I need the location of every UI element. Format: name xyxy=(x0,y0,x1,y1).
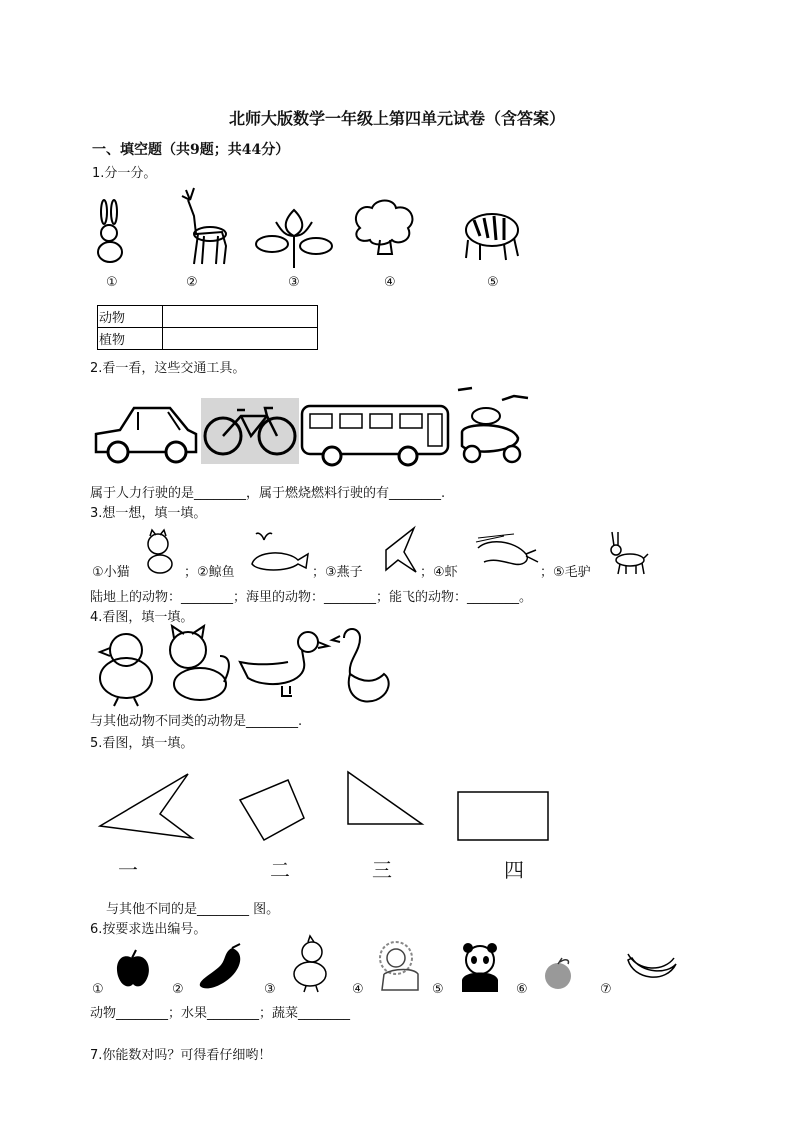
q6-prompt: 6.按要求选出编号。 xyxy=(90,922,207,937)
kitten-icon xyxy=(160,626,232,706)
answer-cell[interactable] xyxy=(163,328,318,350)
q1-label-1: ① xyxy=(106,275,118,290)
classification-table xyxy=(97,305,318,350)
q5-prompt: 5.看图，填一填。 xyxy=(90,736,194,751)
q6-number-5: ⑤ xyxy=(432,982,444,997)
concave-shape xyxy=(100,774,192,838)
quadrilateral-shape xyxy=(240,780,304,840)
page-title: 北师大版数学一年级上第四单元试卷（含答案） xyxy=(228,109,565,128)
rabbit-icon xyxy=(90,200,130,270)
deer-icon xyxy=(172,186,232,270)
q6-number-2: ② xyxy=(172,982,184,997)
cat-icon xyxy=(142,530,176,576)
q6-line: 动物________；水果________；蔬菜________ xyxy=(90,1006,351,1021)
q6-number-6: ⑥ xyxy=(516,982,528,997)
q1-label-5: ⑤ xyxy=(487,275,499,290)
table-row xyxy=(98,306,318,328)
q6-number-1: ① xyxy=(92,982,104,997)
swan-icon xyxy=(330,624,394,710)
q3-item-5: ；⑤毛驴 xyxy=(540,565,591,580)
duck-icon xyxy=(238,628,328,698)
table-row xyxy=(98,328,318,350)
q1-label-4: ④ xyxy=(384,275,396,290)
shape-label-1: 一 xyxy=(118,858,138,882)
car-icon xyxy=(92,404,200,466)
tree-icon xyxy=(350,198,420,258)
q1-label-2: ② xyxy=(186,275,198,290)
panda-icon xyxy=(454,940,506,994)
swallow-icon xyxy=(382,522,418,576)
apple-icon xyxy=(114,950,152,990)
shrimp-icon xyxy=(474,534,540,574)
q3-item-4: ；④虾 xyxy=(420,565,458,580)
table-cell-label: 植物 xyxy=(98,328,163,350)
q3-item-1: ①小猫 xyxy=(92,565,130,580)
q2-prompt: 2.看一看，这些交通工具。 xyxy=(90,361,246,376)
q7-prompt: 7.你能数对吗？可得看仔细哟！ xyxy=(90,1048,272,1063)
chicken-icon xyxy=(286,936,336,992)
bicycle-icon xyxy=(201,398,299,464)
q6-number-3: ③ xyxy=(264,982,276,997)
q6-number-7: ⑦ xyxy=(600,982,612,997)
q4-prompt: 4.看图，填一填。 xyxy=(90,610,194,625)
donkey-icon xyxy=(604,532,648,576)
lotus-icon xyxy=(254,200,334,270)
table-cell-label: 动物 xyxy=(98,306,163,328)
shape-label-2: 二 xyxy=(270,858,290,882)
q1-prompt: 1.分一分。 xyxy=(92,166,157,181)
q6-number-4: ④ xyxy=(352,982,364,997)
lion-icon xyxy=(374,938,428,994)
banana-icon xyxy=(624,950,680,988)
rectangle-shape xyxy=(458,792,548,840)
section-heading: 一、填空题（共9题；共44分） xyxy=(92,142,290,158)
shape-label-3: 三 xyxy=(372,858,392,882)
q2-line: 属于人力行驶的是________，属于燃烧燃料行驶的有________. xyxy=(90,486,446,501)
tiger-icon xyxy=(454,206,524,262)
chick-icon xyxy=(88,626,158,708)
eggplant-icon xyxy=(196,944,248,994)
answer-cell[interactable] xyxy=(163,306,318,328)
q5-line: 与其他不同的是________ 图。 xyxy=(106,902,280,917)
triangle-shape xyxy=(348,772,422,824)
fruit-icon xyxy=(540,956,576,990)
scooter-icon xyxy=(452,382,532,468)
bus-icon xyxy=(300,402,450,468)
q1-label-3: ③ xyxy=(288,275,300,290)
q4-line: 与其他动物不同类的动物是________. xyxy=(90,714,303,729)
q3-item-3: ；③燕子 xyxy=(312,565,363,580)
shapes-figure xyxy=(98,770,558,850)
shape-label-4: 四 xyxy=(504,858,524,882)
whale-icon xyxy=(248,530,312,574)
q3-item-2: ；②鲸鱼 xyxy=(184,565,235,580)
q3-prompt: 3.想一想，填一填。 xyxy=(90,506,207,521)
q3-line: 陆地上的动物：________；海里的动物：________；能飞的动物：________。 xyxy=(90,590,533,605)
